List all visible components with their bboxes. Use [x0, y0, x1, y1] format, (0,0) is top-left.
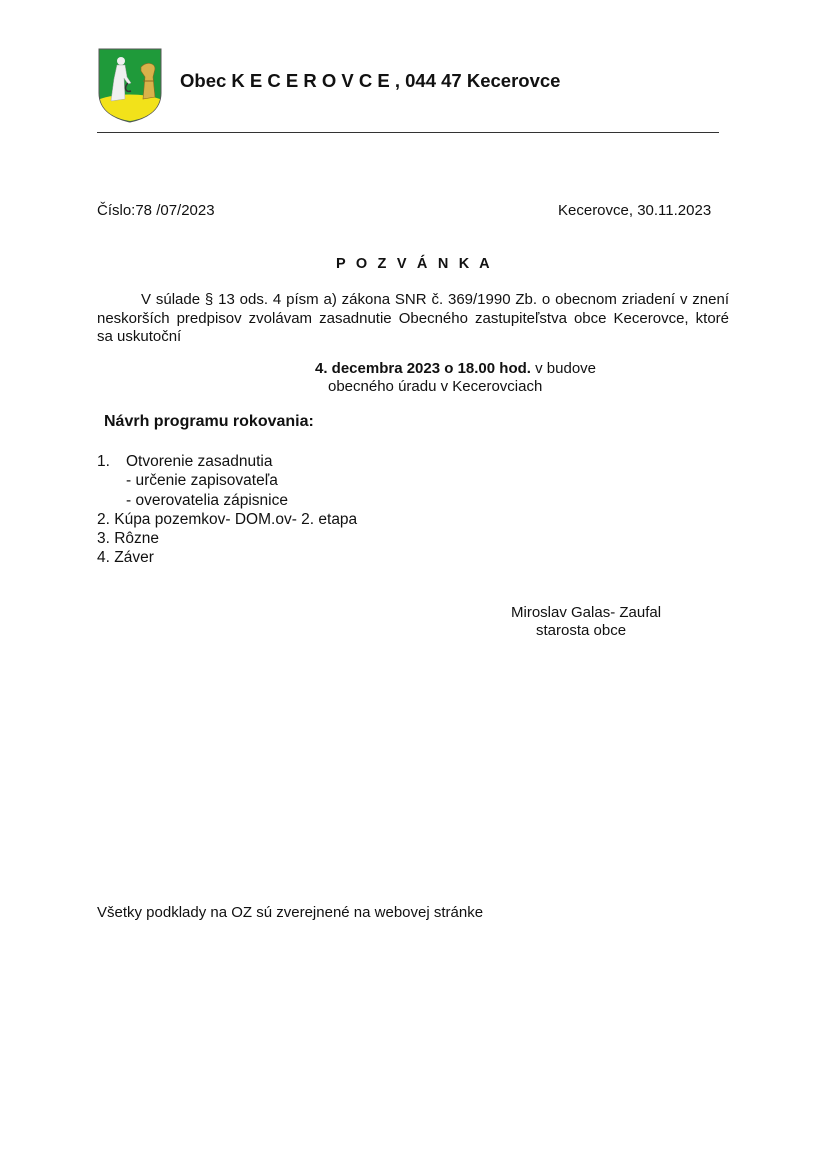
meeting-venue-part1: v budove — [530, 360, 596, 377]
footer-note: Všetky podklady na OZ sú zverejnené na webovej stránke — [97, 904, 484, 921]
place-date: Kecerovce, 30.11.2023 — [558, 202, 712, 219]
agenda-item-number: 1. — [97, 453, 110, 470]
agenda-item: 3. Rôzne — [97, 530, 160, 548]
intro-paragraph — [97, 291, 729, 347]
meeting-date-time: 4. decembra 2023 o 18.00 hod. — [315, 360, 531, 377]
agenda-subitem: - overovatelia zápisnice — [126, 491, 288, 509]
header-divider — [97, 132, 719, 133]
agenda-subitem: - určenie zapisovateľa — [126, 472, 278, 490]
agenda-item: 2. Kúpa pozemkov- DOM.ov- 2. etapa — [97, 510, 358, 528]
signatory-role: starosta obce — [536, 622, 627, 639]
municipality-title: Obec K E C E R O V C E , 044 47 Kecerovce — [180, 70, 561, 91]
agenda-title: Návrh programu rokovania: — [104, 413, 314, 430]
agenda-item: 4. Záver — [97, 549, 154, 567]
agenda-item-text: Otvorenie zasadnutia — [126, 453, 273, 470]
meeting-venue: obecného úradu v Kecerovciach — [328, 378, 543, 395]
intro-line-2: neskorších predpisov zvolávam zasadnutie Obecného zastupiteľstva obce Kecerovce, ktoré — [97, 309, 729, 327]
meeting-time-line — [315, 360, 596, 377]
coat-of-arms-icon — [97, 47, 163, 123]
agenda-list — [97, 452, 357, 568]
intro-line-3: sa uskutoční — [97, 328, 182, 345]
agenda-item — [97, 452, 357, 471]
reference-number: Číslo:78 /07/2023 — [97, 202, 215, 219]
signatory-name: Miroslav Galas- Zaufal — [511, 604, 662, 621]
document-heading: P O Z V Á N K A — [336, 256, 493, 272]
intro-line-1: V súlade § 13 ods. 4 písm a) zákona SNR č. 369/1990 Zb. o obecnom zriadení v znení — [141, 291, 729, 308]
